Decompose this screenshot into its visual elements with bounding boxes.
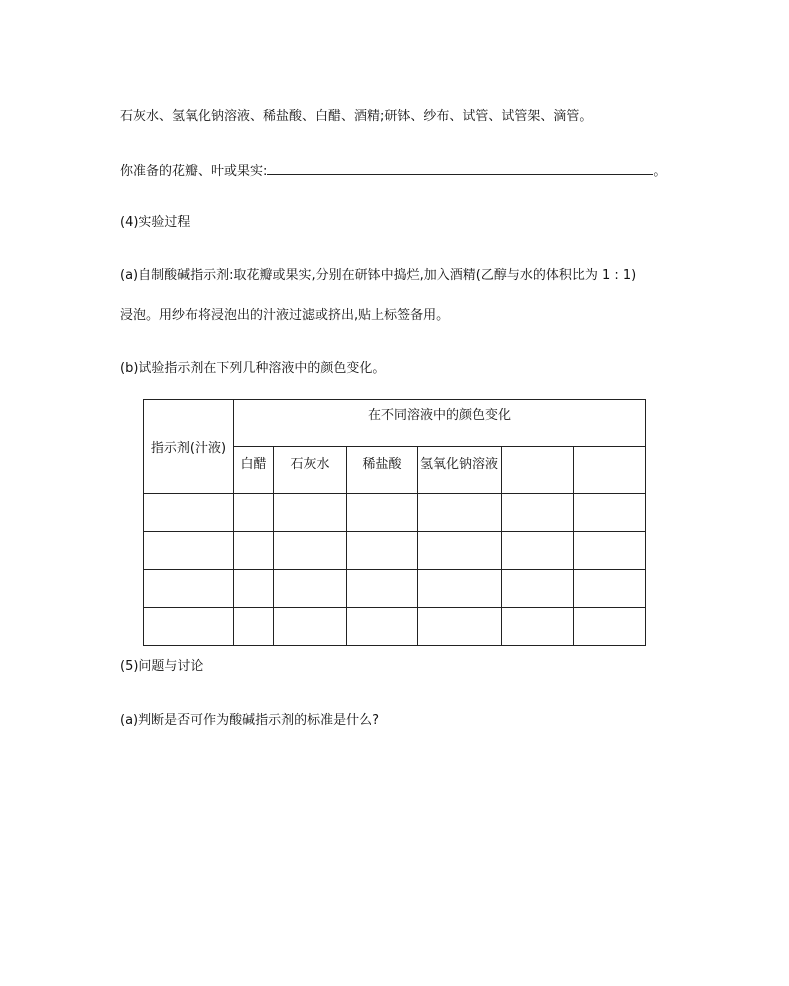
result-cell[interactable] [418,532,502,570]
solution-header: 白醋 [234,447,274,494]
table-row [144,532,646,570]
section-5-title: (5)问题与讨论 [120,659,204,674]
result-cell[interactable] [274,608,347,646]
solution-header: 氢氧化钠溶液 [418,447,502,494]
indicator-header: 指示剂(汁液) [144,400,234,494]
solution-header: 石灰水 [274,447,347,494]
result-cell[interactable] [234,494,274,532]
indicator-cell[interactable] [144,608,234,646]
result-cell[interactable] [502,608,574,646]
result-cell[interactable] [502,494,574,532]
result-cell[interactable] [347,494,418,532]
result-cell[interactable] [234,608,274,646]
step-a-line-2: 浸泡。用纱布将浸泡出的汁液过滤或挤出,贴上标签备用。 [120,308,450,323]
result-cell[interactable] [347,608,418,646]
color-change-header: 在不同溶液中的颜色变化 [234,400,646,447]
result-cell[interactable] [502,532,574,570]
result-cell[interactable] [574,608,646,646]
result-cell[interactable] [502,570,574,608]
result-cell[interactable] [418,608,502,646]
table-row [144,494,646,532]
prepared-answer-blank[interactable] [267,162,653,175]
result-cell[interactable] [574,570,646,608]
result-cell[interactable] [347,532,418,570]
result-cell[interactable] [418,494,502,532]
solution-header-blank[interactable] [574,447,646,494]
prepared-end-mark: 。 [653,164,667,179]
table-row [144,608,646,646]
result-cell[interactable] [234,532,274,570]
result-cell[interactable] [347,570,418,608]
section-4-title: (4)实验过程 [120,215,191,230]
result-cell[interactable] [234,570,274,608]
result-cell[interactable] [574,532,646,570]
color-change-table [143,399,646,646]
step-b: (b)试验指示剂在下列几种溶液中的颜色变化。 [120,361,386,376]
step-a-line-1: (a)自制酸碱指示剂:取花瓣或果实,分别在研钵中捣烂,加入酒精(乙醇与水的体积比为 1 : 1) [120,268,637,283]
table-row [144,570,646,608]
question-a: (a)判断是否可作为酸碱指示剂的标准是什么? [120,713,380,728]
result-cell[interactable] [274,532,347,570]
solution-header-blank[interactable] [502,447,574,494]
result-cell[interactable] [274,494,347,532]
indicator-cell[interactable] [144,570,234,608]
prepared-materials-line [120,162,666,181]
result-cell[interactable] [418,570,502,608]
materials-list: 石灰水、氢氧化钠溶液、稀盐酸、白醋、酒精;研钵、纱布、试管、试管架、滴管。 [120,109,593,124]
indicator-cell[interactable] [144,494,234,532]
solution-header: 稀盐酸 [347,447,418,494]
prepared-prompt: 你准备的花瓣、叶或果实: [120,164,268,179]
indicator-cell[interactable] [144,532,234,570]
result-cell[interactable] [574,494,646,532]
result-cell[interactable] [274,570,347,608]
